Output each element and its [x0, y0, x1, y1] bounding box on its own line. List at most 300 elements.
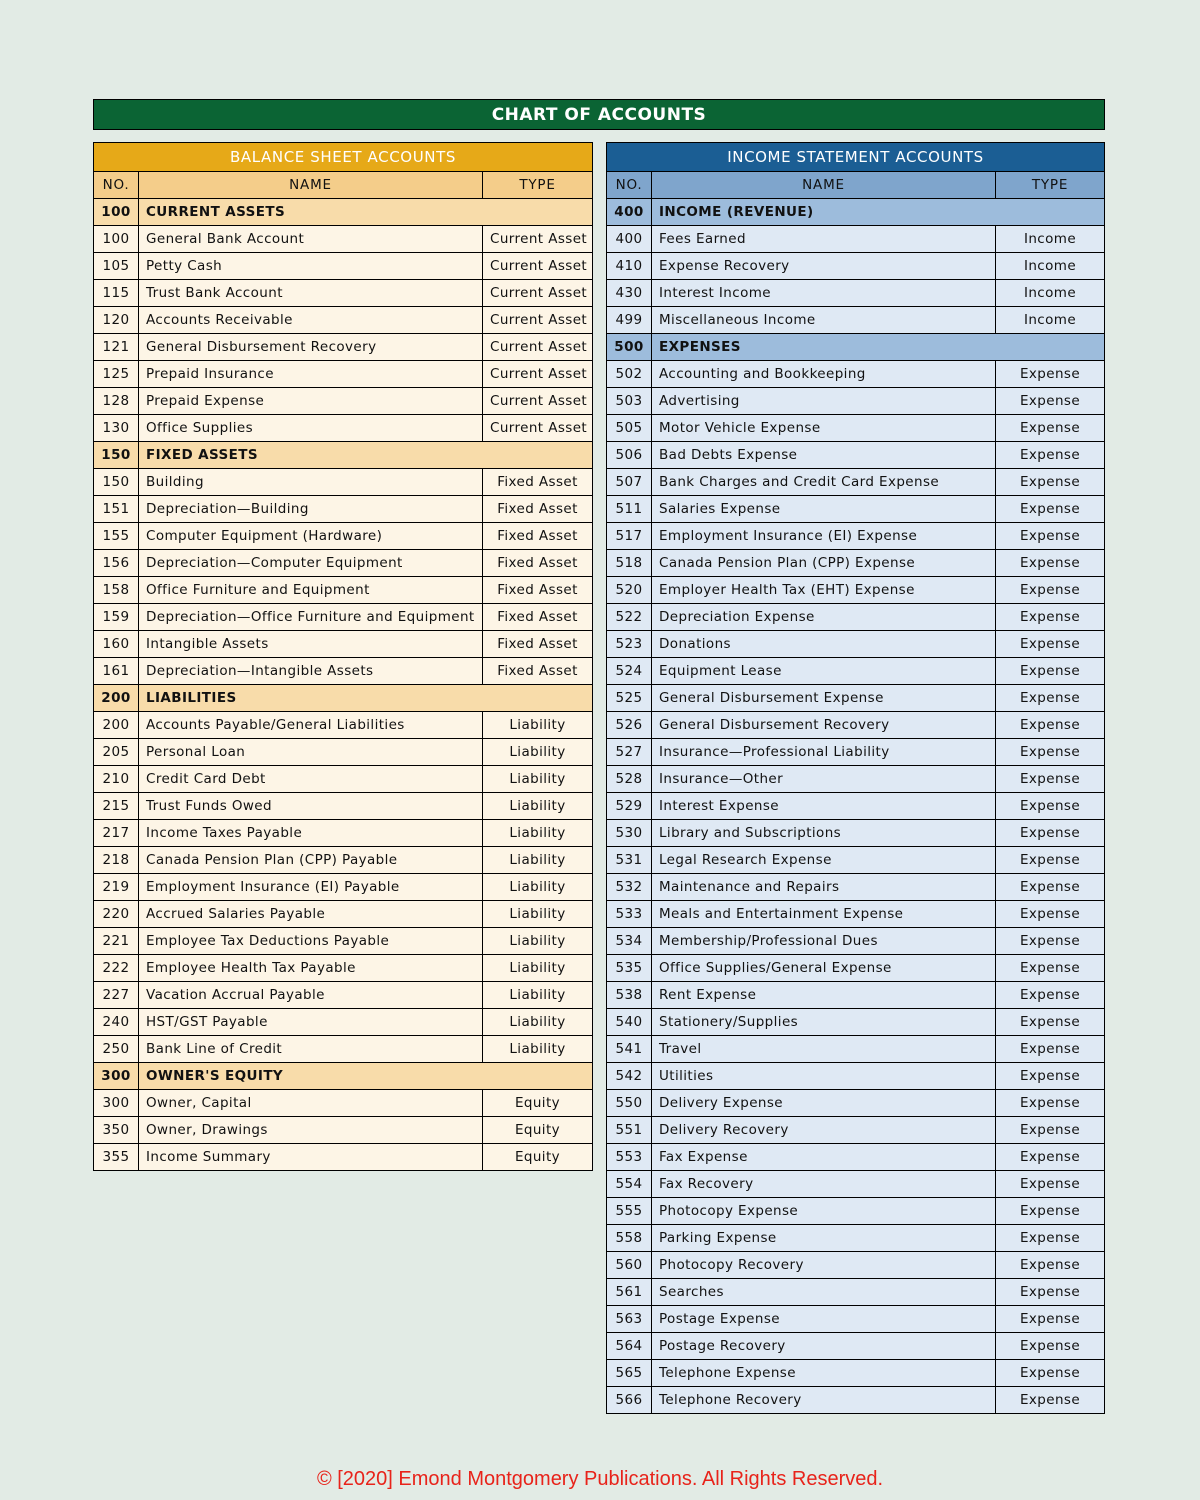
- account-name: General Disbursement Expense: [652, 685, 996, 712]
- account-row: [607, 1225, 1105, 1252]
- account-name: Meals and Entertainment Expense: [652, 901, 996, 928]
- account-number: 505: [607, 415, 652, 442]
- account-row: [94, 469, 593, 496]
- account-row: [607, 1036, 1105, 1063]
- account-name: Insurance—Other: [652, 766, 996, 793]
- account-row: [607, 388, 1105, 415]
- account-row: [607, 280, 1105, 307]
- account-type: Expense: [996, 874, 1105, 901]
- account-row: [94, 1009, 593, 1036]
- account-number: 161: [94, 658, 139, 685]
- account-row: [607, 1009, 1105, 1036]
- account-row: [607, 1171, 1105, 1198]
- account-row: [94, 415, 593, 442]
- account-type: Expense: [996, 523, 1105, 550]
- account-row: [94, 523, 593, 550]
- account-type: Liability: [483, 1009, 593, 1036]
- account-number: 506: [607, 442, 652, 469]
- account-row: [94, 388, 593, 415]
- account-type: Expense: [996, 658, 1105, 685]
- account-number: 566: [607, 1387, 652, 1414]
- account-name: Accounts Receivable: [139, 307, 483, 334]
- copyright-footer: © [2020] Emond Montgomery Publications. All Rights Reserved.: [316, 1468, 884, 1490]
- account-number: 222: [94, 955, 139, 982]
- account-row: [94, 820, 593, 847]
- account-number: 503: [607, 388, 652, 415]
- account-name: Rent Expense: [652, 982, 996, 1009]
- account-number: 555: [607, 1198, 652, 1225]
- account-name: Building: [139, 469, 483, 496]
- account-type: Expense: [996, 1279, 1105, 1306]
- account-type: Current Asset: [483, 253, 593, 280]
- account-row: [94, 577, 593, 604]
- account-number: 532: [607, 874, 652, 901]
- account-name: Maintenance and Repairs: [652, 874, 996, 901]
- section-title: INCOME (REVENUE): [652, 199, 1105, 226]
- account-row: [94, 874, 593, 901]
- account-name: Travel: [652, 1036, 996, 1063]
- account-number: 158: [94, 577, 139, 604]
- account-number: 531: [607, 847, 652, 874]
- account-name: Telephone Expense: [652, 1360, 996, 1387]
- account-name: Accrued Salaries Payable: [139, 901, 483, 928]
- section-number: 300: [94, 1063, 139, 1090]
- account-type: Fixed Asset: [483, 523, 593, 550]
- account-number: 355: [94, 1144, 139, 1171]
- account-row: [94, 1036, 593, 1063]
- account-name: General Disbursement Recovery: [139, 334, 483, 361]
- account-name: Prepaid Insurance: [139, 361, 483, 388]
- account-number: 517: [607, 523, 652, 550]
- account-type: Fixed Asset: [483, 550, 593, 577]
- account-row: [607, 739, 1105, 766]
- balance-sheet-heading: BALANCE SHEET ACCOUNTS: [94, 143, 593, 172]
- account-type: Expense: [996, 550, 1105, 577]
- account-row: [607, 766, 1105, 793]
- col-header-type: TYPE: [483, 172, 593, 199]
- account-number: 128: [94, 388, 139, 415]
- account-number: 554: [607, 1171, 652, 1198]
- account-name: Owner, Drawings: [139, 1117, 483, 1144]
- account-number: 151: [94, 496, 139, 523]
- account-type: Expense: [996, 739, 1105, 766]
- account-number: 499: [607, 307, 652, 334]
- account-type: Liability: [483, 955, 593, 982]
- account-name: Insurance—Professional Liability: [652, 739, 996, 766]
- balance-sheet-table: [93, 142, 593, 1171]
- account-type: Income: [996, 280, 1105, 307]
- account-row: [607, 928, 1105, 955]
- account-name: Office Supplies/General Expense: [652, 955, 996, 982]
- account-number: 221: [94, 928, 139, 955]
- account-type: Expense: [996, 631, 1105, 658]
- account-type: Expense: [996, 388, 1105, 415]
- account-name: Miscellaneous Income: [652, 307, 996, 334]
- account-type: Expense: [996, 415, 1105, 442]
- account-number: 530: [607, 820, 652, 847]
- account-name: Library and Subscriptions: [652, 820, 996, 847]
- account-row: [607, 604, 1105, 631]
- account-row: [94, 253, 593, 280]
- account-type: Current Asset: [483, 388, 593, 415]
- account-name: Trust Funds Owed: [139, 793, 483, 820]
- account-name: Employment Insurance (EI) Expense: [652, 523, 996, 550]
- account-number: 534: [607, 928, 652, 955]
- account-number: 542: [607, 1063, 652, 1090]
- account-row: [607, 1198, 1105, 1225]
- account-number: 507: [607, 469, 652, 496]
- account-number: 553: [607, 1144, 652, 1171]
- account-type: Liability: [483, 820, 593, 847]
- account-type: Expense: [996, 793, 1105, 820]
- account-type: Expense: [996, 1252, 1105, 1279]
- section-number: 200: [94, 685, 139, 712]
- account-row: [94, 1117, 593, 1144]
- account-name: Personal Loan: [139, 739, 483, 766]
- account-row: [94, 226, 593, 253]
- section-number: 500: [607, 334, 652, 361]
- account-row: [607, 793, 1105, 820]
- section-row: [94, 685, 593, 712]
- account-type: Expense: [996, 496, 1105, 523]
- account-type: Expense: [996, 1360, 1105, 1387]
- account-row: [94, 847, 593, 874]
- account-row: [607, 361, 1105, 388]
- account-type: Expense: [996, 847, 1105, 874]
- account-type: Equity: [483, 1117, 593, 1144]
- account-name: Depreciation—Intangible Assets: [139, 658, 483, 685]
- account-name: Telephone Recovery: [652, 1387, 996, 1414]
- account-row: [94, 280, 593, 307]
- account-type: Fixed Asset: [483, 604, 593, 631]
- account-type: Expense: [996, 1009, 1105, 1036]
- account-name: Salaries Expense: [652, 496, 996, 523]
- account-number: 564: [607, 1333, 652, 1360]
- account-type: Expense: [996, 955, 1105, 982]
- account-row: [607, 658, 1105, 685]
- account-name: Office Furniture and Equipment: [139, 577, 483, 604]
- account-number: 525: [607, 685, 652, 712]
- account-row: [607, 469, 1105, 496]
- account-number: 121: [94, 334, 139, 361]
- account-row: [607, 253, 1105, 280]
- account-type: Expense: [996, 469, 1105, 496]
- account-row: [607, 820, 1105, 847]
- account-type: Expense: [996, 442, 1105, 469]
- account-row: [607, 874, 1105, 901]
- account-name: Bank Line of Credit: [139, 1036, 483, 1063]
- account-row: [94, 550, 593, 577]
- account-number: 210: [94, 766, 139, 793]
- account-number: 523: [607, 631, 652, 658]
- account-row: [607, 1279, 1105, 1306]
- account-type: Current Asset: [483, 280, 593, 307]
- account-number: 160: [94, 631, 139, 658]
- account-number: 215: [94, 793, 139, 820]
- account-type: Current Asset: [483, 334, 593, 361]
- account-number: 120: [94, 307, 139, 334]
- account-type: Liability: [483, 793, 593, 820]
- section-row: [94, 1063, 593, 1090]
- account-type: Expense: [996, 577, 1105, 604]
- account-number: 565: [607, 1360, 652, 1387]
- account-name: Delivery Expense: [652, 1090, 996, 1117]
- account-row: [94, 793, 593, 820]
- account-name: Donations: [652, 631, 996, 658]
- account-row: [607, 1144, 1105, 1171]
- account-type: Equity: [483, 1144, 593, 1171]
- account-row: [607, 442, 1105, 469]
- account-type: Income: [996, 253, 1105, 280]
- account-row: [607, 550, 1105, 577]
- account-number: 533: [607, 901, 652, 928]
- account-number: 219: [94, 874, 139, 901]
- account-type: Liability: [483, 928, 593, 955]
- account-name: General Disbursement Recovery: [652, 712, 996, 739]
- account-row: [94, 982, 593, 1009]
- account-name: Searches: [652, 1279, 996, 1306]
- income-statement-body: [607, 199, 1105, 1414]
- account-number: 529: [607, 793, 652, 820]
- page-title: CHART OF ACCOUNTS: [93, 99, 1105, 130]
- account-type: Income: [996, 226, 1105, 253]
- account-type: Expense: [996, 1144, 1105, 1171]
- account-name: Stationery/Supplies: [652, 1009, 996, 1036]
- account-type: Expense: [996, 1306, 1105, 1333]
- account-type: Current Asset: [483, 361, 593, 388]
- account-number: 560: [607, 1252, 652, 1279]
- account-number: 205: [94, 739, 139, 766]
- account-number: 300: [94, 1090, 139, 1117]
- section-number: 150: [94, 442, 139, 469]
- account-row: [94, 658, 593, 685]
- account-row: [94, 1144, 593, 1171]
- account-type: Expense: [996, 1171, 1105, 1198]
- account-number: 518: [607, 550, 652, 577]
- account-name: Delivery Recovery: [652, 1117, 996, 1144]
- account-number: 561: [607, 1279, 652, 1306]
- account-row: [607, 1306, 1105, 1333]
- account-row: [94, 955, 593, 982]
- account-number: 558: [607, 1225, 652, 1252]
- account-type: Fixed Asset: [483, 631, 593, 658]
- account-row: [607, 712, 1105, 739]
- account-number: 100: [94, 226, 139, 253]
- account-number: 430: [607, 280, 652, 307]
- section-row: [94, 442, 593, 469]
- account-name: Vacation Accrual Payable: [139, 982, 483, 1009]
- account-name: Trust Bank Account: [139, 280, 483, 307]
- account-row: [607, 1387, 1105, 1414]
- account-name: Equipment Lease: [652, 658, 996, 685]
- account-name: Owner, Capital: [139, 1090, 483, 1117]
- account-type: Liability: [483, 712, 593, 739]
- section-number: 400: [607, 199, 652, 226]
- account-row: [94, 631, 593, 658]
- account-type: Liability: [483, 739, 593, 766]
- account-number: 155: [94, 523, 139, 550]
- account-name: Accounting and Bookkeeping: [652, 361, 996, 388]
- account-number: 526: [607, 712, 652, 739]
- account-row: [607, 847, 1105, 874]
- account-name: Depreciation—Office Furniture and Equipment: [139, 604, 483, 631]
- account-name: Computer Equipment (Hardware): [139, 523, 483, 550]
- account-type: Expense: [996, 1387, 1105, 1414]
- account-row: [607, 982, 1105, 1009]
- account-number: 220: [94, 901, 139, 928]
- account-row: [607, 685, 1105, 712]
- account-number: 551: [607, 1117, 652, 1144]
- account-row: [94, 307, 593, 334]
- account-number: 159: [94, 604, 139, 631]
- account-row: [607, 1117, 1105, 1144]
- account-name: Employer Health Tax (EHT) Expense: [652, 577, 996, 604]
- account-row: [94, 334, 593, 361]
- account-row: [94, 739, 593, 766]
- section-title: OWNER'S EQUITY: [139, 1063, 593, 1090]
- section-number: 100: [94, 199, 139, 226]
- section-title: EXPENSES: [652, 334, 1105, 361]
- account-row: [607, 415, 1105, 442]
- account-type: Expense: [996, 901, 1105, 928]
- account-name: Fax Recovery: [652, 1171, 996, 1198]
- account-name: Income Taxes Payable: [139, 820, 483, 847]
- account-type: Expense: [996, 1333, 1105, 1360]
- account-name: Expense Recovery: [652, 253, 996, 280]
- account-name: Depreciation—Computer Equipment: [139, 550, 483, 577]
- account-name: Canada Pension Plan (CPP) Payable: [139, 847, 483, 874]
- account-type: Expense: [996, 1117, 1105, 1144]
- account-type: Expense: [996, 1036, 1105, 1063]
- account-type: Expense: [996, 1198, 1105, 1225]
- account-type: Income: [996, 307, 1105, 334]
- account-name: Motor Vehicle Expense: [652, 415, 996, 442]
- section-title: FIXED ASSETS: [139, 442, 593, 469]
- col-header-name: NAME: [139, 172, 483, 199]
- account-number: 217: [94, 820, 139, 847]
- account-type: Expense: [996, 1225, 1105, 1252]
- account-row: [94, 901, 593, 928]
- account-number: 541: [607, 1036, 652, 1063]
- account-type: Liability: [483, 901, 593, 928]
- account-name: Interest Expense: [652, 793, 996, 820]
- account-number: 540: [607, 1009, 652, 1036]
- account-number: 115: [94, 280, 139, 307]
- account-name: Petty Cash: [139, 253, 483, 280]
- account-row: [94, 766, 593, 793]
- section-title: LIABILITIES: [139, 685, 593, 712]
- col-header-name: NAME: [652, 172, 996, 199]
- account-type: Current Asset: [483, 307, 593, 334]
- account-name: Postage Expense: [652, 1306, 996, 1333]
- account-number: 240: [94, 1009, 139, 1036]
- income-statement-heading: INCOME STATEMENT ACCOUNTS: [607, 143, 1105, 172]
- account-row: [607, 1333, 1105, 1360]
- account-name: Office Supplies: [139, 415, 483, 442]
- account-row: [607, 1360, 1105, 1387]
- account-row: [607, 955, 1105, 982]
- account-type: Fixed Asset: [483, 658, 593, 685]
- account-row: [607, 1063, 1105, 1090]
- account-number: 511: [607, 496, 652, 523]
- account-type: Expense: [996, 982, 1105, 1009]
- account-number: 550: [607, 1090, 652, 1117]
- account-name: Legal Research Expense: [652, 847, 996, 874]
- account-number: 130: [94, 415, 139, 442]
- account-type: Expense: [996, 1090, 1105, 1117]
- section-row: [607, 199, 1105, 226]
- income-statement-table: [606, 142, 1105, 1414]
- account-type: Liability: [483, 982, 593, 1009]
- account-number: 250: [94, 1036, 139, 1063]
- account-type: Fixed Asset: [483, 469, 593, 496]
- account-row: [607, 631, 1105, 658]
- account-type: Expense: [996, 685, 1105, 712]
- account-number: 400: [607, 226, 652, 253]
- account-type: Current Asset: [483, 226, 593, 253]
- account-name: Canada Pension Plan (CPP) Expense: [652, 550, 996, 577]
- account-number: 522: [607, 604, 652, 631]
- account-row: [607, 226, 1105, 253]
- account-number: 200: [94, 712, 139, 739]
- account-name: Membership/Professional Dues: [652, 928, 996, 955]
- account-number: 350: [94, 1117, 139, 1144]
- account-name: Photocopy Expense: [652, 1198, 996, 1225]
- account-name: Advertising: [652, 388, 996, 415]
- account-name: Bank Charges and Credit Card Expense: [652, 469, 996, 496]
- account-number: 563: [607, 1306, 652, 1333]
- col-header-type: TYPE: [996, 172, 1105, 199]
- account-row: [607, 577, 1105, 604]
- balance-sheet-body: [94, 199, 593, 1171]
- account-name: Interest Income: [652, 280, 996, 307]
- account-name: Postage Recovery: [652, 1333, 996, 1360]
- account-number: 524: [607, 658, 652, 685]
- account-name: Parking Expense: [652, 1225, 996, 1252]
- account-number: 218: [94, 847, 139, 874]
- account-type: Liability: [483, 874, 593, 901]
- account-type: Expense: [996, 361, 1105, 388]
- account-row: [607, 496, 1105, 523]
- account-type: Fixed Asset: [483, 496, 593, 523]
- account-number: 527: [607, 739, 652, 766]
- account-number: 528: [607, 766, 652, 793]
- col-header-no: NO.: [94, 172, 139, 199]
- account-type: Expense: [996, 820, 1105, 847]
- account-row: [94, 361, 593, 388]
- account-name: Income Summary: [139, 1144, 483, 1171]
- account-name: Bad Debts Expense: [652, 442, 996, 469]
- account-type: Fixed Asset: [483, 577, 593, 604]
- account-row: [94, 712, 593, 739]
- account-number: 105: [94, 253, 139, 280]
- account-type: Equity: [483, 1090, 593, 1117]
- account-number: 125: [94, 361, 139, 388]
- account-name: Employment Insurance (EI) Payable: [139, 874, 483, 901]
- account-type: Expense: [996, 1063, 1105, 1090]
- account-row: [607, 1252, 1105, 1279]
- account-type: Current Asset: [483, 415, 593, 442]
- account-row: [94, 928, 593, 955]
- account-row: [607, 1090, 1105, 1117]
- account-type: Liability: [483, 1036, 593, 1063]
- account-type: Expense: [996, 712, 1105, 739]
- account-number: 520: [607, 577, 652, 604]
- account-number: 227: [94, 982, 139, 1009]
- account-name: HST/GST Payable: [139, 1009, 483, 1036]
- account-name: Depreciation—Building: [139, 496, 483, 523]
- account-type: Expense: [996, 766, 1105, 793]
